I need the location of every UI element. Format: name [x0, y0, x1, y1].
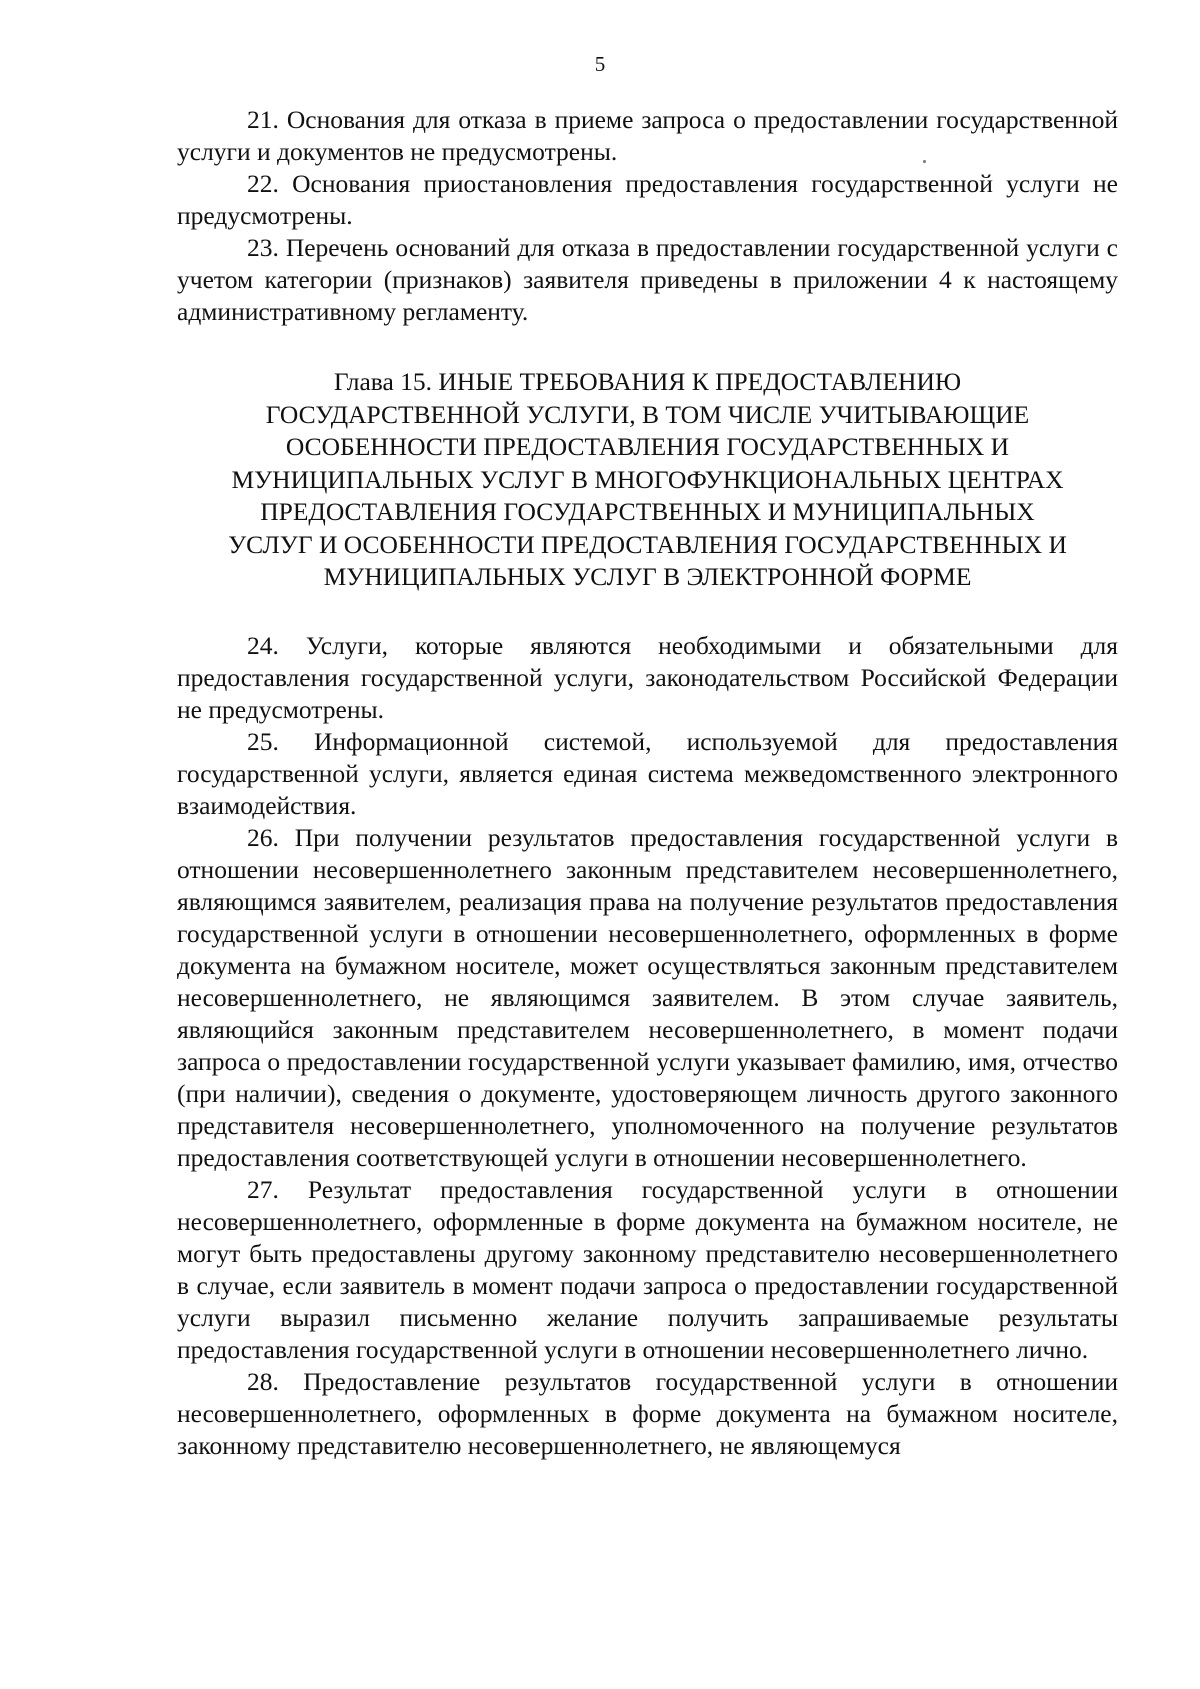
page-number: 5: [594, 52, 606, 76]
chapter-heading-line: Глава 15. ИНЫЕ ТРЕБОВАНИЯ К ПРЕДОСТАВЛЕНИЮ: [333, 367, 962, 396]
paragraph-22: 22. Основания приостановления предоставления государственной услуги не предусмотрены.: [177, 169, 1118, 230]
paragraph-21: 21. Основания для отказа в приеме запроса о предоставлении государственной услуги и документов не предусмотрены.: [177, 105, 1118, 166]
chapter-heading-line: МУНИЦИПАЛЬНЫХ УСЛУГ В МНОГОФУНКЦИОНАЛЬНЫХ ЦЕНТРАХ: [231, 464, 1064, 494]
document-body: [177, 104, 1118, 1462]
paragraph-24: 24. Услуги, которые являются необходимыми и обязательными для предоставления государственной услуги, законодательством Российской Федерации не предусмотрены.: [177, 630, 1118, 724]
paragraph-23: 23. Перечень оснований для отказа в предоставлении государственной услуги с учетом категории (признаков) заявителя приведены в приложении 4 к настоящему административному регламенту.: [177, 233, 1118, 326]
chapter-heading-line: ПРЕДОСТАВЛЕНИЯ ГОСУДАРСТВЕННЫХ И МУНИЦИПАЛЬНЫХ: [260, 497, 1035, 526]
chapter-heading-line: ГОСУДАРСТВЕННОЙ УСЛУГИ, В ТОМ ЧИСЛЕ УЧИТЫВАЮЩИЕ: [265, 399, 1030, 429]
paragraph-25: 25. Информационной системой, используемой для предоставления государственной услуги, является единая система межведомственного электронного взаимодействия.: [177, 726, 1118, 820]
chapter-heading-line: ОСОБЕННОСТИ ПРЕДОСТАВЛЕНИЯ ГОСУДАРСТВЕННЫХ И: [285, 432, 1010, 461]
chapter-heading-line: УСЛУГ И ОСОБЕННОСТИ ПРЕДОСТАВЛЕНИЯ ГОСУДАРСТВЕННЫХ И: [228, 529, 1067, 559]
chapter-heading-line: МУНИЦИПАЛЬНЫХ УСЛУГ В ЭЛЕКТРОННОЙ ФОРМЕ: [323, 562, 972, 591]
paragraph-28: 28. Предоставление результатов государственной услуги в отношении несовершеннолетнего, оформленных в форме документа на бумажном носителе, законному представителю несовершеннолетнего, не являющемуся: [177, 1366, 1118, 1460]
paragraph-27: 27. Результат предоставления государственной услуги в отношении несовершеннолетнего, оформленные в форме документа на бумажном носителе, не могут быть предоставлены другому законному представителю несовершеннолетнего в случае, если заявитель в момент подачи запроса о предоставлении государственной услуги выразил письменно желание получить запрашиваемые результаты предоставления государственной услуги в отношении несовершеннолетнего лично.: [177, 1174, 1118, 1364]
paragraph-26: 26. При получении результатов предоставления государственной услуги в отношении несовершеннолетнего законным представителем несовершеннолетнего, являющимся заявителем, реализация права на получение результатов предоставления государственной услуги в отношении несовершеннолетнего, оформленных в форме документа на бумажном носителе, может осуществляться законным представителем несовершеннолетнего, не являющимся заявителем. В этом случае заявитель, являющийся законным представителем несовершеннолетнего, в момент подачи запроса о предоставлении государственной услуги указывает фамилию, имя, отчество (при наличии), сведения о документе, удостоверяющем личность другого законного представителя несовершеннолетнего, уполномоченного на получение результатов предоставления соответствующей услуги в отношении несовершеннолетнего.: [177, 822, 1118, 1172]
chapter-heading: [177, 366, 1118, 594]
